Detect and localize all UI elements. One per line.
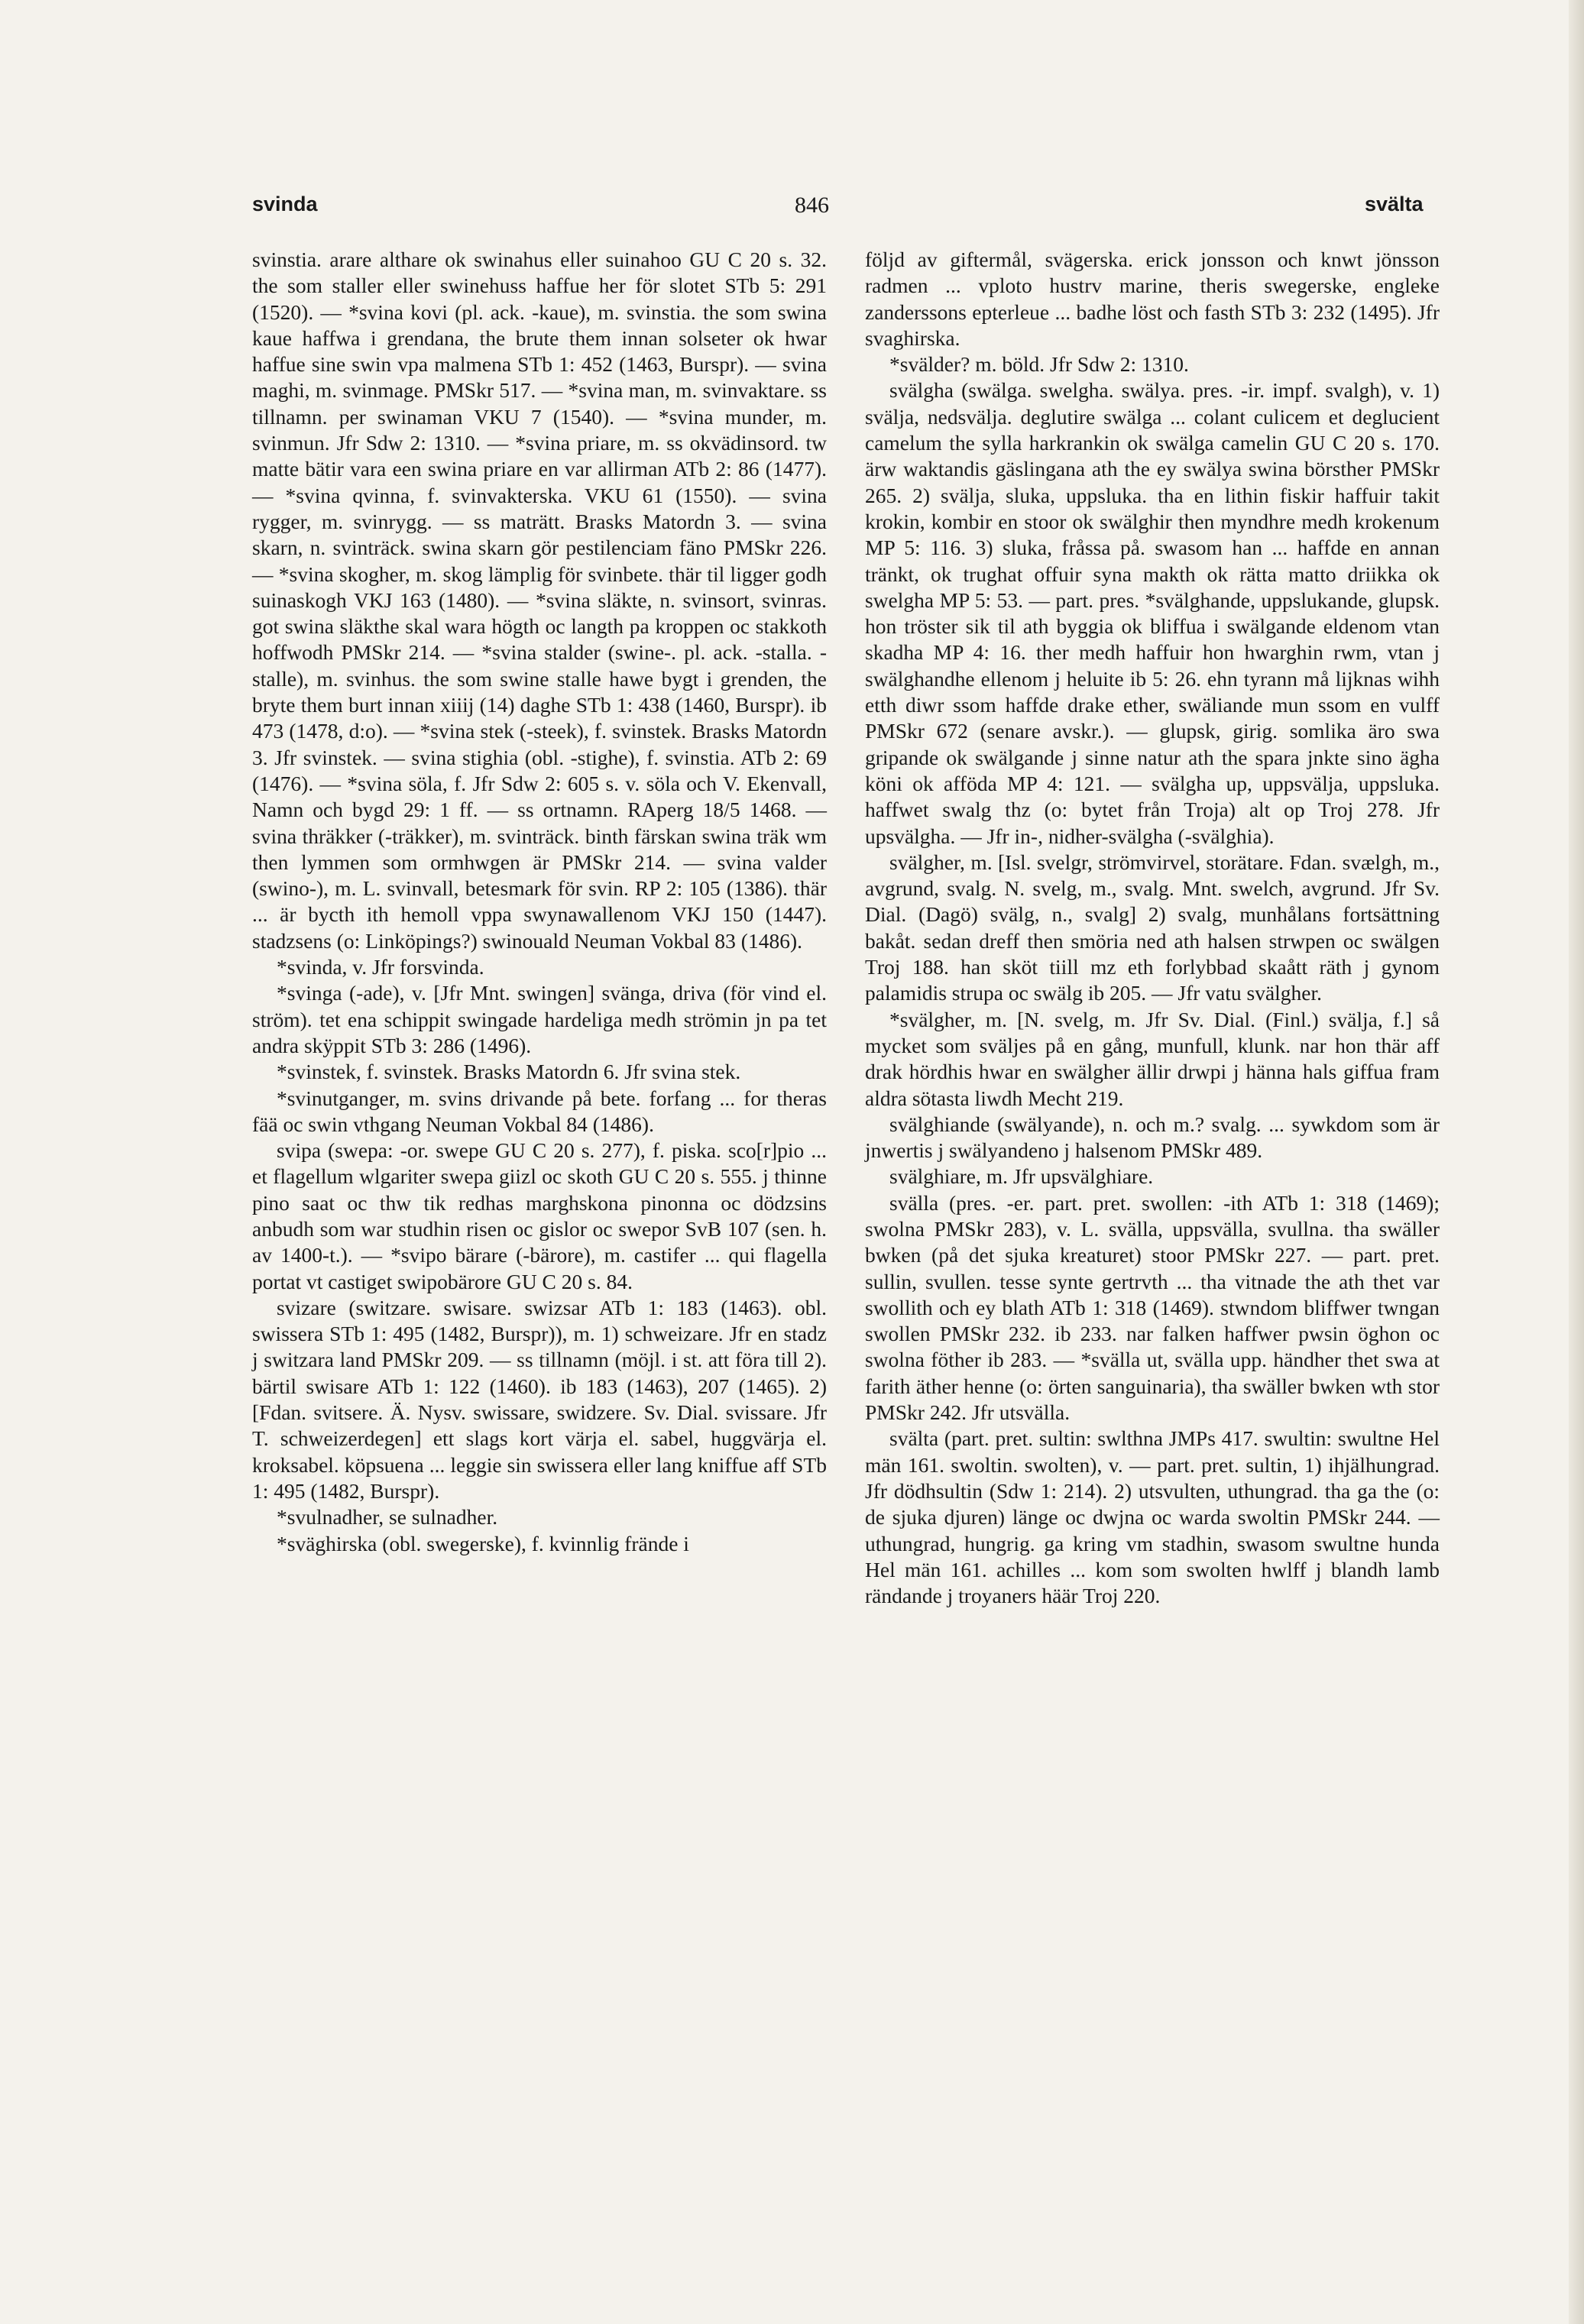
right-column <box>865 247 1440 1609</box>
dictionary-entry: följd av giftermål, svägerska. erick jonsson och knwt jönsson radmen ... vploto hustrv marine, theris swegerske, engleke zanderssons epterleue ... badhe löst och fasth STb 3: 232 (1495). Jfr svaghirska. <box>865 248 1440 350</box>
running-head <box>0 193 1584 223</box>
left-column <box>252 247 827 1557</box>
dictionary-entry: svizare (switzare. swisare. swizsar ATb 1: 183 (1463). obl. swissera STb 1: 495 (1482, Burspr)), m. 1) schweizare. Jfr en stadz j switzara land PMSkr 209. — ss tillnamn (möjl. i st. att föra till 2). bärtil swisare ATb 1: 122 (1460). ib 183 (1463), 207 (1465). 2) [Fdan. svitsere. Ä. Nysv. swissare, swidzere. Sv. Dial. svissare. Jfr T. schweizerdegen] ett slags kort värja el. sabel, huggvärja el. kroksabel. köpsuena ... leggie sin swissera eller lang kniffue aff STb 1: 495 (1482, Burspr). <box>252 1295 827 1503</box>
dictionary-entry: svälghiare, m. Jfr upsvälghiare. <box>889 1164 1154 1189</box>
dictionary-entry: *svinda, v. Jfr forsvinda. <box>277 955 484 979</box>
dictionary-entry: svälgher, m. [Isl. svelgr, strömvirvel, storätare. Fdan. svælgh, m., avgrund, svalg. N. svelg, m., svalg. Mnt. swelch, avgrund. Jfr Sv. Dial. (Dagö) svälg, n., svalg] 2) svalg, munhålans fortsättning bakåt. sedan dreff then smöria ned ath halsen strwpen oc swälgen Troj 188. han sköt tiill mz eth forlybbad skaått räth j gynom palamidis strupa oc swälg ib 205. — Jfr vatu svälgher. <box>865 850 1440 1005</box>
dictionary-entry: svipa (swepa: -or. swepe GU C 20 s. 277), f. piska. sco[r]pio ... et flagellum wlgariter swepa giizl oc skoth GU C 20 s. 555. j thinne pino saat oc thw tik redhas marghskona pinonna oc dödzsins anbudh som war studhin risen oc gislor oc swepor SvB 107 (sen. h. av 1400-t.). — *svipo bärare (-bärore), m. castifer ... qui flagella portat vt castiget swipobärore GU C 20 s. 84. <box>252 1138 827 1293</box>
dictionary-entry: *svinutganger, m. svins drivande på bete. forfang ... for theras fää oc swin vthgang Neuman Vokbal 84 (1486). <box>252 1086 827 1136</box>
dictionary-entry: *svulnadher, se sulnadher. <box>277 1505 498 1529</box>
dictionary-entry: *svälgher, m. [N. svelg, m. Jfr Sv. Dial. (Finl.) svälja, f.] så mycket som sväljes på en gång, munfull, klunk. nar hon thär aff drak hördhis hwar en swälgher ällir drwpi j hänna hals giffua fram aldra sötasta liwdh Mecht 219. <box>865 1007 1440 1110</box>
header-left-word: svinda <box>252 193 318 215</box>
dictionary-entry: svälghiande (swälyande), n. och m.? svalg. ... sywkdom som är jnwertis j swälyandeno j halsenom PMSkr 489. <box>865 1112 1440 1163</box>
dictionary-entry: *sväghirska (obl. swegerske), f. kvinnlig frände i <box>277 1531 689 1555</box>
dictionary-entry: *svälder? m. böld. Jfr Sdw 2: 1310. <box>889 352 1189 377</box>
dictionary-entry: *svinstek, f. svinstek. Brasks Matordn 6. Jfr svina stek. <box>277 1060 741 1084</box>
dictionary-entry: svinstia. arare althare ok swinahus eller suinahoo GU C 20 s. 32. the som staller eller swinehuss haffue her för slotet STb 5: 291 (1520). — *svina kovi (pl. ack. -kaue), m. svinstia. the som swina kaue haffwa i grendana, the brute them innan solseter ok hwar haffue sine swin vpa malmena STb 1: 452 (1463, Burspr). — svina maghi, m. svinmage. PMSkr 517. — *svina man, m. svinvaktare. ss tillnamn. per swinaman VKU 7 (1540). — *svina munder, m. svinmun. Jfr Sdw 2: 1310. — *svina priare, m. ss okvädinsord. tw matte bätir vara een swina priare en var allirman ATb 2: 86 (1477). — *svina qvinna, f. svinvakterska. VKU 61 (1550). — svina rygger, m. svinrygg. — ss maträtt. Brasks Matordn 3. — svina skarn, n. svinträck. swina skarn gör pestilenciam fäno PMSkr 226. — *svina skogher, m. skog lämplig för svinbete. thär til ligger godh suinaskogh VKJ 163 (1480). — *svina släkte, n. svinsort, svinras. got swina släkthe skal wara högth oc langth pa kroppen oc stakkoth hoffwodh PMSkr 214. — *svina stalder (swine-. pl. ack. -stalla. -stalle), m. svinhus. the som swine stalle hawe bygt i grenden, the bryte them burt innan xiiij (14) daghe STb 1: 438 (1460, Burspr). ib 473 (1478, d:o). — *svina stek (-steek), f. svinstek. Brasks Matordn 3. Jfr svinstek. — svina stighia (obl. -stighe), f. svinstia. ATb 2: 69 (1476). — *svina söla, f. Jfr Sdw 2: 605 s. v. söla och V. Ekenvall, Namn och bygd 29: 1 ff. — ss ortnamn. RAperg 18/5 1468. — svina thräkker (-träkker), m. svinträck. binth färskan swina träk wm then lymmen som ormhwgen är PMSkr 214. — svina valder (swino-), m. L. svinvall, betesmark för svin. RP 2: 105 (1386). thär ... är bycth ith hemoll vppa swynawallenom VKJ 150 (1447). stadzsens (o: Linköpings?) swinouald Neuman Vokbal 83 (1486). <box>252 248 827 953</box>
page-edge <box>1569 0 1584 2324</box>
dictionary-entry: svälta (part. pret. sultin: swlthna JMPs 417. swultin: swultne Hel män 161. swoltin. swolten), v. — part. pret. sultin, 1) ihjälhungrad. Jfr dödhsultin (Sdw 1: 214). 2) utsvulten, uthungrad. tha ga the (o: de sjuka djuren) länge oc dwjna oc warda swoltin PMSkr 244. — uthungrad, hungrig. ga kring vm stadhin, swasom swultne hunda Hel män 161. achilles ... kom som swolten hwlff j blandh lamb rändande j troyaners häär Troj 220. <box>865 1426 1440 1608</box>
header-right-word: svälta <box>1365 193 1424 215</box>
page-number: 846 <box>795 193 829 218</box>
dictionary-entry: svälla (pres. -er. part. pret. swollen: -ith ATb 1: 318 (1469); swolna PMSkr 283), v. L. svälla, uppsvälla, svullna. tha swäller bwken (på det sjuka kreaturet) stoor PMSkr 227. — part. pret. sullin, svullen. tesse synte gertrvth ... tha vitnade the ath thet var swollith och ey blath ATb 1: 318 (1469). stwndom bliffwer twngan swollen PMSkr 232. ib 233. nar falken haffwer pwsin öghon oc swolna föther ib 283. — *svälla ut, svälla upp. händher thet swa at farith äther henne (o: örten sanguinaria), tha swäller bwken wth stor PMSkr 242. Jfr utsvälla. <box>865 1190 1440 1425</box>
dictionary-entry: svälgha (swälga. swelgha. swälya. pres. -ir. impf. svalgh), v. 1) svälja, nedsvälja. deglutire swälga ... colant culicem et deglucient camelum the sylla harkrankin ok swälga camelin GU C 20 s. 170. ärw waktandis gäslingana ath the ey swälya swina börsther PMSkr 265. 2) svälja, sluka, uppsluka. tha en lithin fiskir haffuir takit krokin, kombir en stoor ok swälghir then myndhre medh krokenum MP 5: 116. 3) sluka, fråssa på. swasom han ... haffde en annan tränkt, ok trughat offuir syna makth ok rätta matto driikka ok swelgha MP 5: 53. — part. pres. *svälghande, uppslukande, glupsk. hon tröster sik til ath byggia ok bliffua i swälgande eldenom vtan skadha MP 4: 16. ther medh haffuir hon hwarghin rwm, vtan j swälghandhe ellenom j heluite ib 5: 26. ehn tyrann må lijknas wihh etth diwr ssom haffde drake ether, swäliande mun ssom en vulff PMSkr 672 (senare avskr.). — glupsk, girig. somlika äro swa gripande ok swälgande j sinne natur ath the spara jnkte sino ägha köni ok afföda MP 4: 121. — svälgha up, uppsvälja, uppsluka. haffwet swalg thz (o: bytet från Troja) alt op Troj 278. Jfr upsvälgha. — Jfr in-, nidher-svälgha (-svälghia). <box>865 378 1440 848</box>
dictionary-entry: *svinga (-ade), v. [Jfr Mnt. swingen] svänga, driva (för vind el. ström). tet ena schippit swingade hardeliga medh strömin jn pa tet andra skÿppit STb 3: 286 (1496). <box>252 981 827 1057</box>
